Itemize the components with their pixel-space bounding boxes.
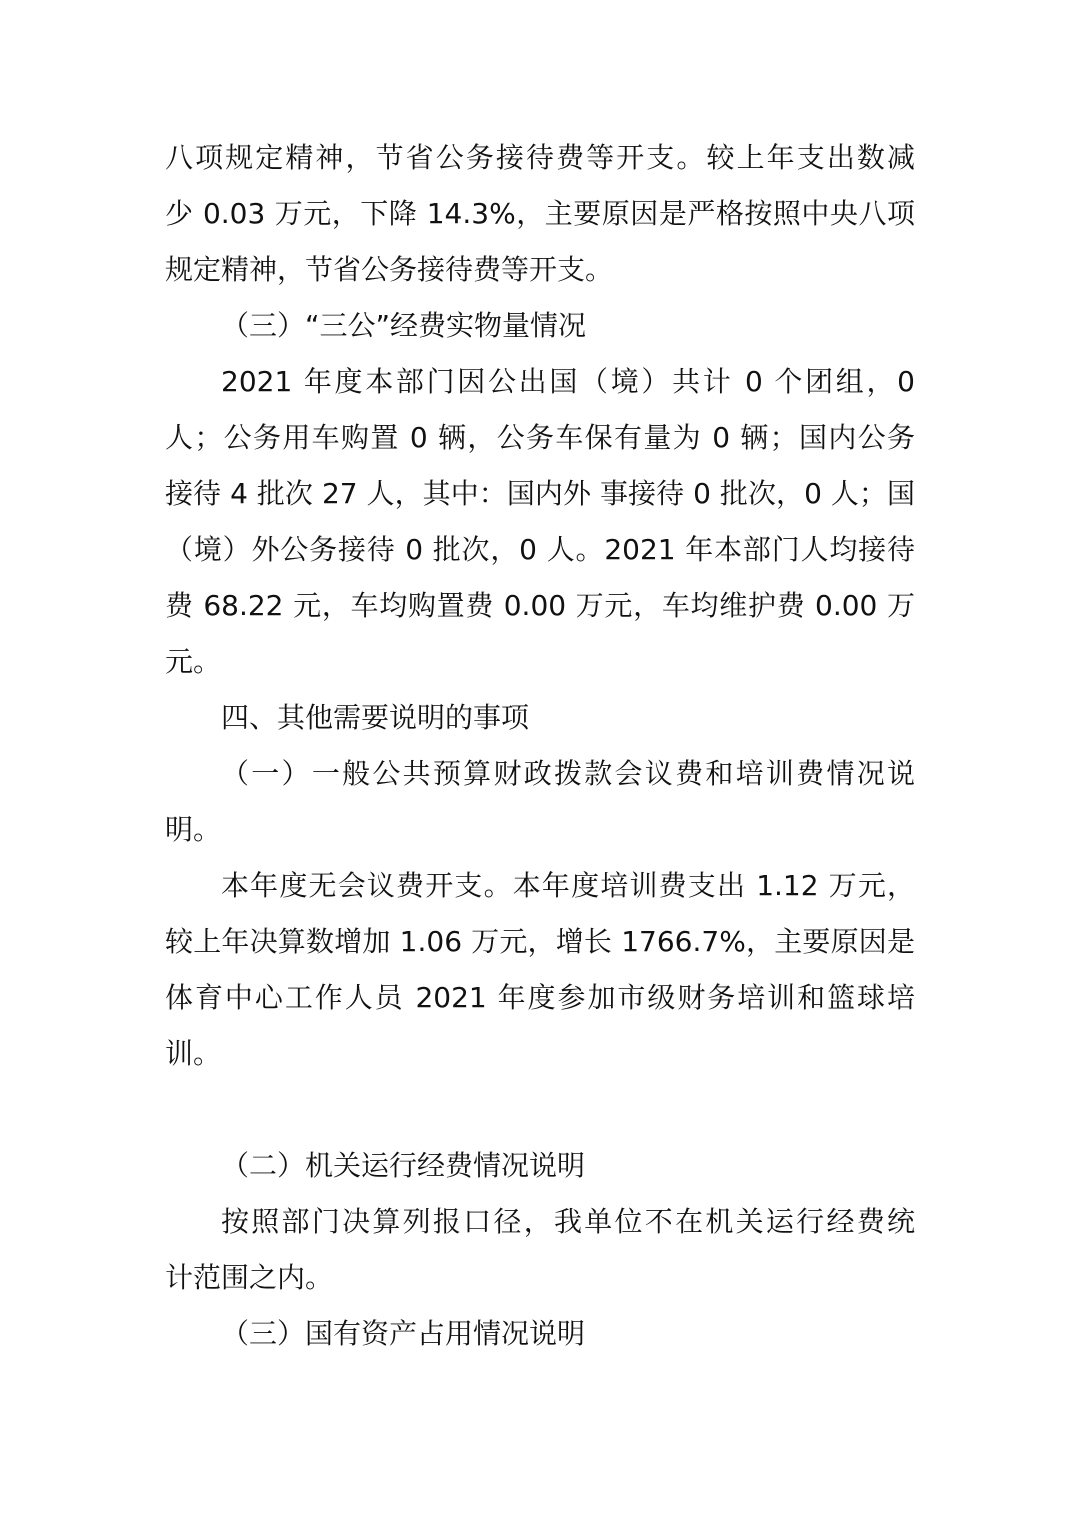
paragraph-line: 八项规定精神，节省公务接待费等开支。较上年支出数减 xyxy=(165,141,915,174)
paragraph-line: （境）外公务接待 0 批次，0 人。2021 年本部门人均接待 xyxy=(165,533,915,566)
paragraph-line: 2021 年度本部门因公出国（境）共计 0 个团组，0 xyxy=(221,365,915,398)
paragraph-line: 元。 xyxy=(165,645,222,678)
section-heading: （三）“三公”经费实物量情况 xyxy=(221,309,587,342)
paragraph-line: 少 0.03 万元，下降 14.3%，主要原因是严格按照中央八项 xyxy=(165,197,915,230)
paragraph-line: 规定精神，节省公务接待费等开支。 xyxy=(165,253,614,286)
paragraph-line: 训。 xyxy=(165,1037,222,1070)
paragraph-line: 接待 4 批次 27 人，其中：国内外 事接待 0 批次，0 人；国 xyxy=(165,477,915,510)
section-heading: 四、其他需要说明的事项 xyxy=(221,701,530,734)
paragraph-line: 明。 xyxy=(165,813,222,846)
paragraph-line: 人；公务用车购置 0 辆，公务车保有量为 0 辆；国内公务 xyxy=(165,421,915,454)
paragraph-line: 费 68.22 元，车均购置费 0.00 万元，车均维护费 0.00 万 xyxy=(165,589,915,622)
subsection-heading: （一）一般公共预算财政拨款会议费和培训费情况说 xyxy=(221,757,915,790)
subsection-heading: （三）国有资产占用情况说明 xyxy=(221,1317,586,1350)
paragraph-line: 体育中心工作人员 2021 年度参加市级财务培训和篮球培 xyxy=(165,981,915,1014)
paragraph-line: 本年度无会议费开支。本年度培训费支出 1.12 万元， xyxy=(221,869,915,902)
subsection-heading: （二）机关运行经费情况说明 xyxy=(221,1149,586,1182)
paragraph-line: 计范围之内。 xyxy=(165,1261,334,1294)
paragraph-line: 按照部门决算列报口径，我单位不在机关运行经费统 xyxy=(221,1205,915,1238)
paragraph-line: 较上年决算数增加 1.06 万元，增长 1766.7%，主要原因是 xyxy=(165,925,915,958)
